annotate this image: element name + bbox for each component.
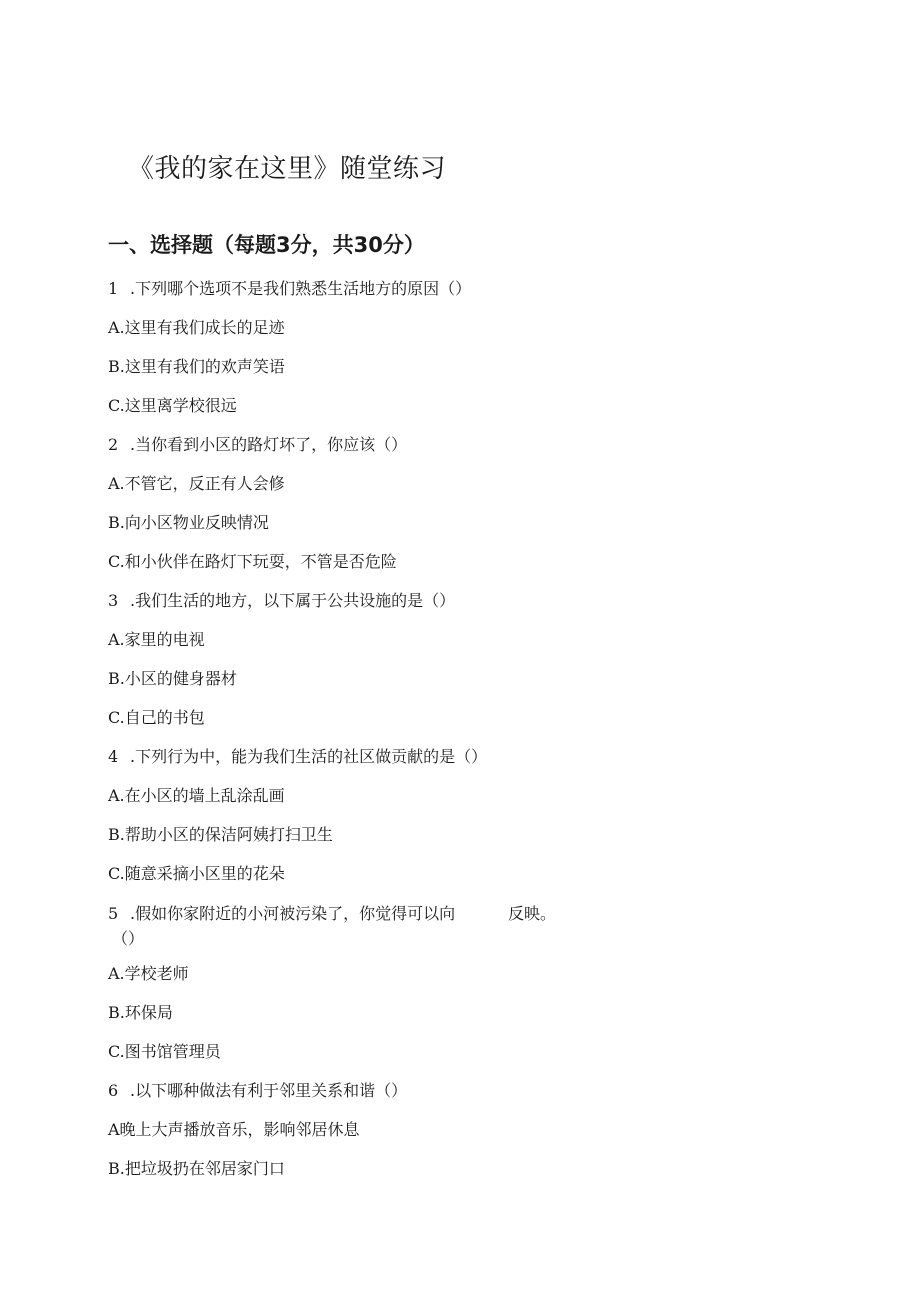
question-number: 1 [108,279,119,298]
option-4a: A.在小区的墙上乱涂乱画 [108,786,285,805]
document-title: 《我的家在这里》随堂练习 [128,154,447,184]
question-text: .下列哪个选项不是我们熟悉生活地方的原因（） [130,279,472,298]
question-number: 6 [108,1081,119,1100]
question-number: 2 [108,435,119,454]
answer-parentheses: （） [112,929,145,948]
option-1b: B.这里有我们的欢声笑语 [108,357,285,376]
question-number: 3 [108,591,119,610]
question-text-tail: 反映。 [508,904,557,923]
option-4b: B.帮助小区的保洁阿姨打扫卫生 [108,825,333,844]
option-6a: A晚上大声播放音乐，影响邻居休息 [108,1120,360,1139]
question-3-stem [108,591,455,611]
question-text: .以下哪种做法有利于邻里关系和谐（） [130,1081,408,1100]
option-1c: C.这里离学校很远 [108,396,237,415]
option-5b: B.环保局 [108,1003,173,1022]
option-6b: B.把垃圾扔在邻居家门口 [108,1159,285,1178]
option-2c: C.和小伙伴在路灯下玩耍，不管是否危险 [108,552,397,571]
option-1a: A.这里有我们成长的足迹 [108,318,285,337]
question-text: .当你看到小区的路灯坏了，你应该（） [130,435,408,454]
option-3c: C.自己的书包 [108,708,205,727]
option-3a: A.家里的电视 [108,630,205,649]
option-5c: C.图书馆管理员 [108,1042,221,1061]
section-heading: 一、选择题（每题3分，共30分） [108,233,425,257]
option-3b: B.小区的健身器材 [108,669,237,688]
option-5a: A.学校老师 [108,964,189,983]
question-number: 4 [108,747,119,766]
option-2b: B.向小区物业反映情况 [108,513,269,532]
question-text: .我们生活的地方，以下属于公共设施的是（） [130,591,456,610]
option-2a: A.不管它，反正有人会修 [108,474,285,493]
question-6-stem [108,1081,407,1101]
question-5-stem [108,904,608,924]
question-number: 5 [108,904,119,923]
question-2-stem [108,435,407,455]
question-1-stem [108,279,471,299]
option-4c: C.随意采摘小区里的花朵 [108,864,285,883]
question-text: .下列行为中，能为我们生活的社区做贡献的是（） [130,747,488,766]
question-4-stem [108,747,487,767]
question-text: .假如你家附近的小河被污染了，你觉得可以向 [130,904,456,923]
